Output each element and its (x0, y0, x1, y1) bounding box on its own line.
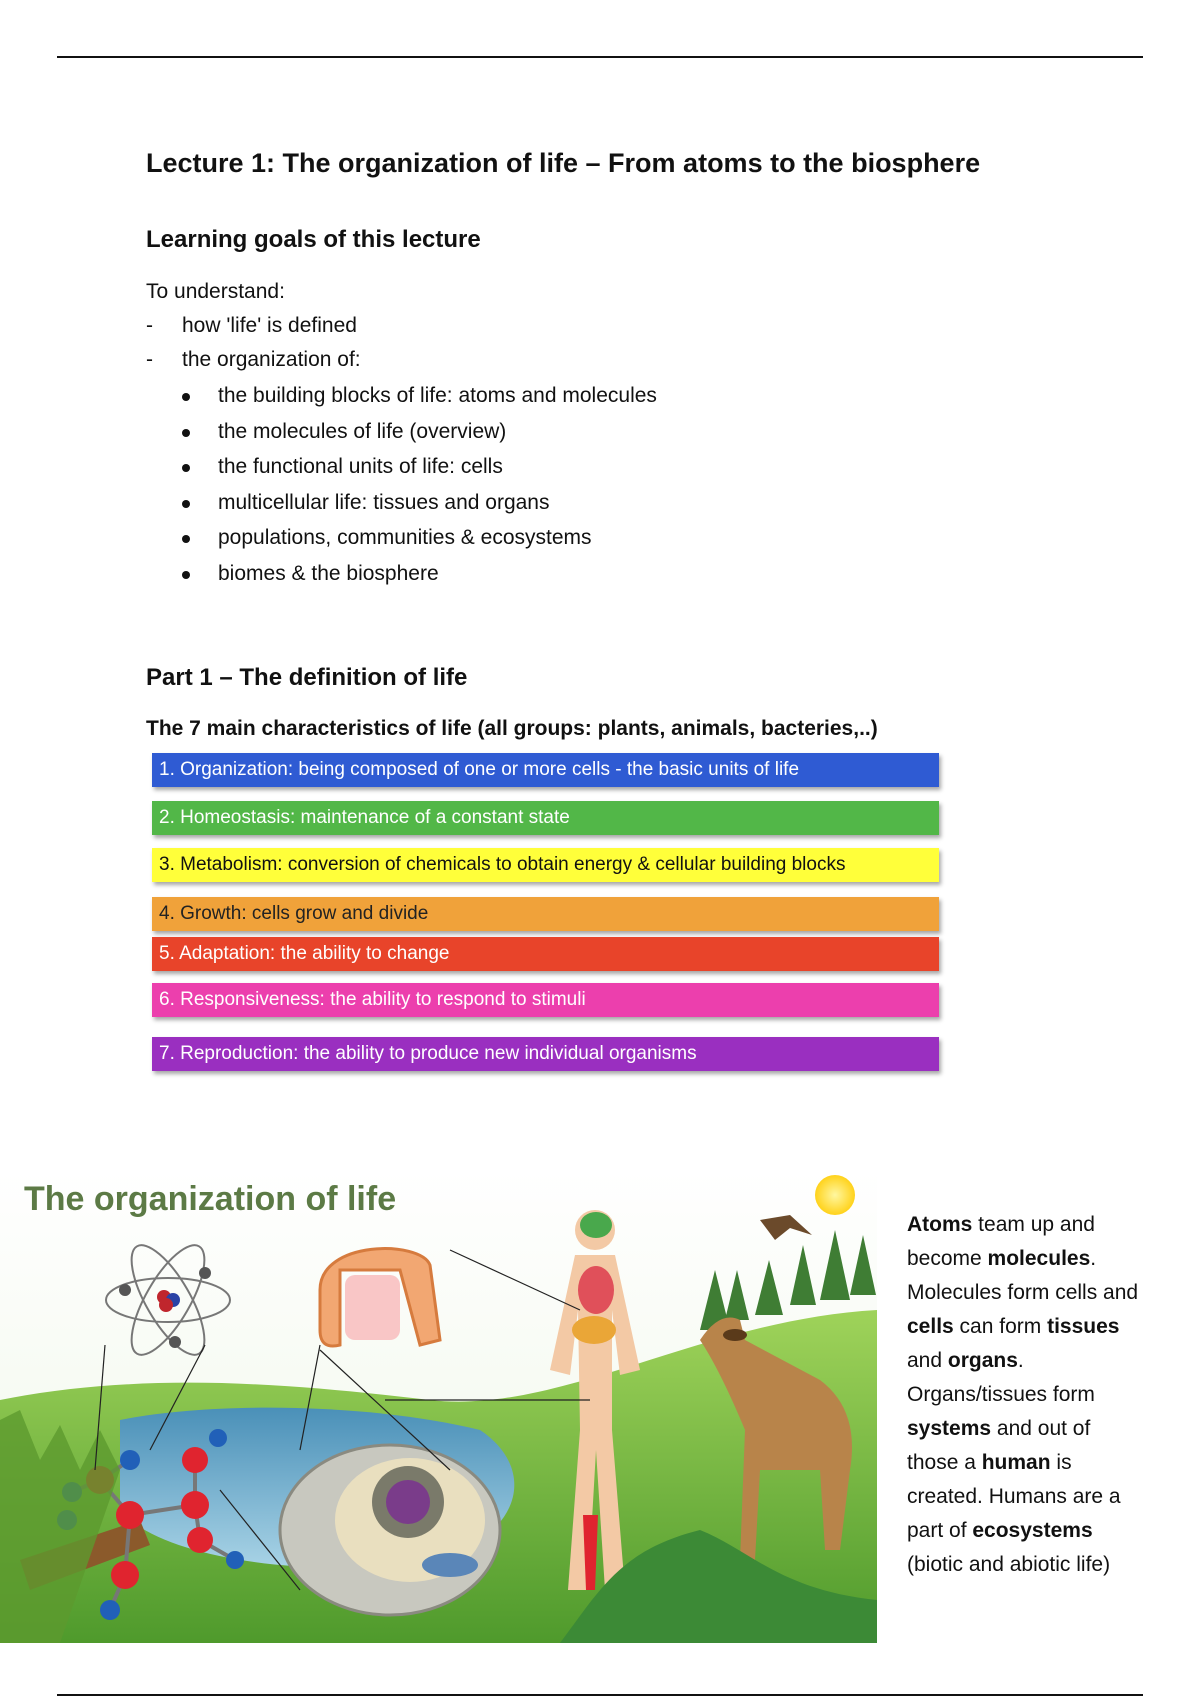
characteristic-bar: 5. Adaptation: the ability to change (152, 937, 939, 971)
caption-keyword: human (981, 1451, 1051, 1474)
learning-goals-heading: Learning goals of this lecture (146, 226, 481, 253)
bullet-text: multicellular life: tissues and organs (218, 491, 550, 514)
figure-title: The organization of life (24, 1180, 397, 1218)
dash-item-text: the organization of: (182, 348, 361, 371)
caption-segment: . Organs/tissues form (907, 1349, 1095, 1406)
bullet-text: biomes & the biosphere (218, 562, 439, 585)
bullet-text: the functional units of life: cells (218, 455, 503, 478)
caption-keyword: organs (947, 1349, 1018, 1372)
characteristic-bar: 1. Organization: being composed of one or more cells - the basic units of life (152, 753, 939, 787)
caption-segment: and (907, 1349, 948, 1372)
caption-segment: team up and become (907, 1213, 1095, 1270)
figure-caption (907, 1208, 1147, 1582)
bullet-text: the molecules of life (overview) (218, 420, 507, 443)
bullet-dot-icon (182, 464, 190, 472)
bottom-rule (57, 1694, 1143, 1696)
characteristic-bar: 6. Responsiveness: the ability to respond to stimuli (152, 983, 939, 1017)
characteristic-bar: 2. Homeostasis: maintenance of a constant state (152, 801, 939, 835)
organization-of-life-illustration (0, 1170, 877, 1643)
caption-keyword: Atoms (907, 1213, 973, 1236)
caption-segment: (biotic and abiotic life) (907, 1553, 1111, 1576)
caption-segment: . Molecules form cells and (907, 1247, 1139, 1304)
bullet-dot-icon (182, 571, 190, 579)
dash-marker: - (146, 314, 153, 337)
caption-keyword: ecosystems (972, 1519, 1093, 1542)
caption-keyword: systems (907, 1417, 992, 1440)
bullet-text: populations, communities & ecosystems (218, 526, 592, 549)
top-rule (57, 56, 1143, 58)
goals-intro: To understand: (146, 280, 285, 303)
caption-segment: can form (953, 1315, 1048, 1338)
cell-icon (280, 1445, 500, 1615)
bullet-text: the building blocks of life: atoms and molecules (218, 384, 657, 407)
characteristic-bar: 4. Growth: cells grow and divide (152, 897, 939, 931)
bullet-dot-icon (182, 393, 190, 401)
caption-keyword: cells (907, 1315, 954, 1338)
page-title: Lecture 1: The organization of life – From atoms to the biosphere (146, 148, 981, 178)
caption-segment: and out of those a (907, 1417, 1091, 1474)
sun-icon (815, 1175, 855, 1215)
caption-text (907, 1213, 1138, 1576)
part1-heading: Part 1 – The definition of life (146, 664, 468, 691)
caption-keyword: molecules (987, 1247, 1091, 1270)
bullet-dot-icon (182, 429, 190, 437)
dash-item-text: how 'life' is defined (182, 314, 357, 337)
characteristic-bar: 7. Reproduction: the ability to produce new individual organisms (152, 1037, 939, 1071)
bullet-dot-icon (182, 500, 190, 508)
characteristics-heading: The 7 main characteristics of life (all groups: plants, animals, bacteries,..) (146, 717, 878, 740)
bullet-dot-icon (182, 535, 190, 543)
dash-marker: - (146, 348, 153, 371)
characteristic-bar: 3. Metabolism: conversion of chemicals to obtain energy & cellular building blocks (152, 848, 939, 882)
small-intestine-icon (345, 1275, 400, 1340)
caption-segment: is created. Humans are a part of (907, 1451, 1121, 1542)
caption-keyword: tissues (1047, 1315, 1120, 1338)
